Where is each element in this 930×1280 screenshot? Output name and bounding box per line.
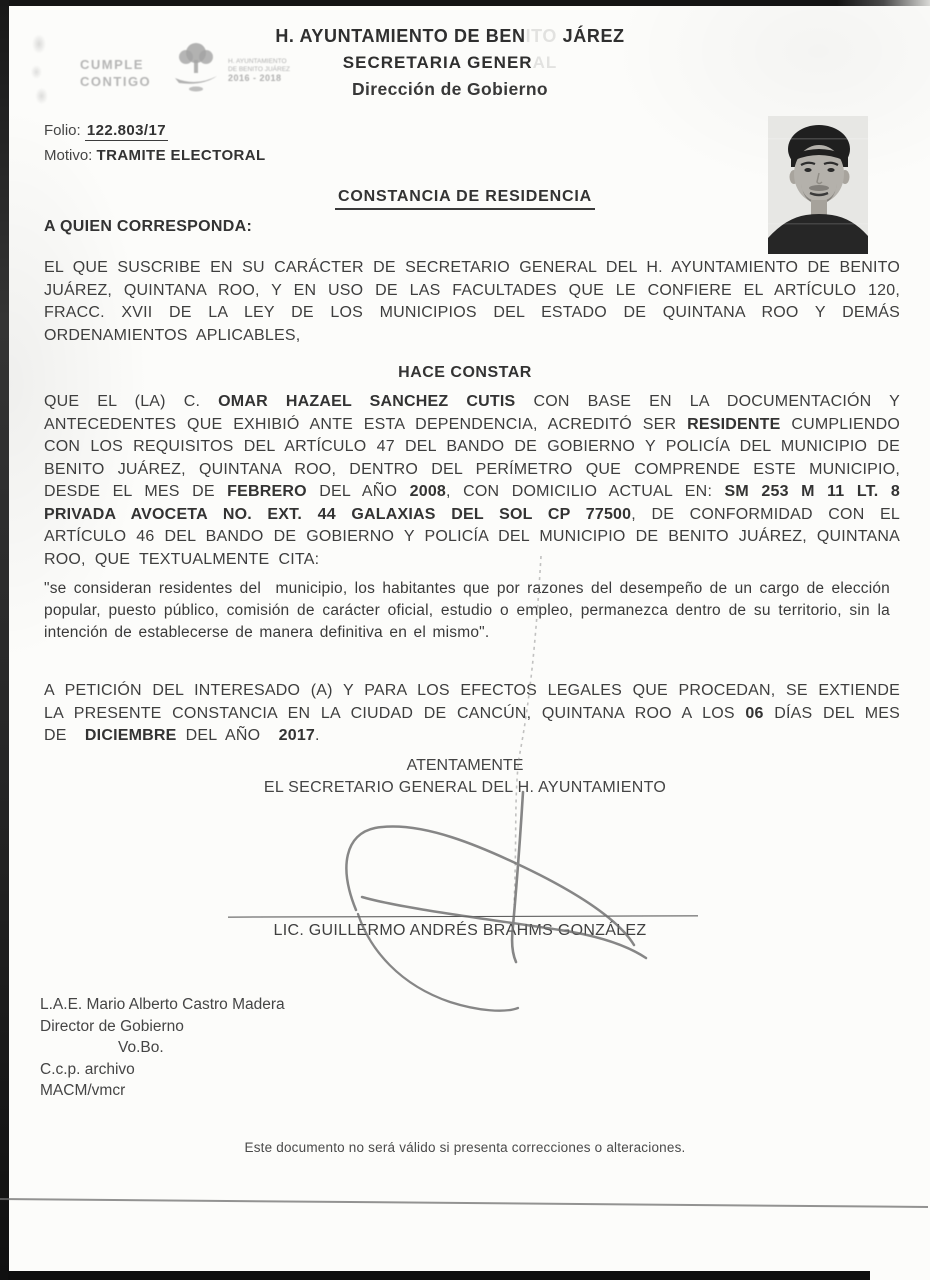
motivo-row	[44, 147, 266, 164]
cc-initials: MACM/vmcr	[40, 1082, 126, 1099]
signature-ink	[346, 792, 646, 1011]
residency-year: 2008	[409, 483, 447, 500]
footer-note: Este documento no será válido si presenta correcciones o alteraciones.	[244, 1140, 686, 1155]
folio-row	[44, 122, 168, 139]
signer-name: LIC. GUILLERMO ANDRÉS BRAHMS GONZÁLEZ	[273, 922, 647, 939]
p2-text: QUE EL (LA) C.	[44, 393, 219, 410]
salutation: A QUIEN CORRESPONDA:	[44, 218, 253, 235]
cc-archivo: C.c.p. archivo	[40, 1060, 135, 1078]
p2-text: , DE CONFORMIDAD CON EL ARTÍCULO 46 DEL BANDO DE GOBIERNO Y POLICÍA DEL MUNICIPIO DE BENITO JUÁREZ, QUINTANA ROO, QUE TEXTUALMENTE CITA:	[44, 505, 910, 568]
page-bottom-edge-line	[0, 1199, 928, 1207]
scan-edge-top	[0, 0, 930, 6]
p2-text: DEL AÑO	[306, 483, 410, 500]
quote-paragraph: "se consideran residentes del municipio, los habitantes que por razones del desempeño de un cargo de elección popular, puesto público, comisión de carácter oficial, estudio o empleo, permanezca dentro de su territorio, sin la intención de establecerse de manera definitiva en el mismo".	[44, 580, 897, 641]
letterhead-line2	[150, 50, 750, 76]
atentamente-line: ATENTAMENTE	[406, 757, 524, 774]
issue-month: DICIEMBRE	[84, 727, 177, 744]
paragraph-intro: EL QUE SUSCRIBE EN SU CARÁCTER DE SECRETARIO GENERAL DEL H. AYUNTAMIENTO DE BENITO JUÁREZ, QUINTANA ROO, Y EN USO DE LAS FACULTADES QUE LE CONFIERE EL ARTÍCULO 120, FRACC. XVII DE LA LEY DE LOS MUNICIPIOS DEL ESTADO DE QUINTANA ROO Y DEMÁS ORDENAMIENTOS APLICABLES,	[44, 259, 910, 344]
issue-year: 2017	[278, 727, 316, 744]
folio-label: Folio:	[44, 122, 81, 139]
stamp-seal-line1: H. AYUNTAMIENTO	[228, 58, 287, 65]
p2-text: CUMPLIENDO CON LOS REQUISITOS DEL ARTÍCULO 47 DEL BANDO DE GOBIERNO Y POLICÍA DEL MUNICIPIO DE BENITO JUÁREZ, QUINTANA ROO, DENTRO DEL PERÍMETRO QUE COMPRENDE ESTE MUNICIPIO, DESDE EL MES DE	[44, 415, 910, 500]
cc-vobo: Vo.Bo.	[118, 1039, 164, 1056]
motivo-label: Motivo:	[44, 147, 93, 164]
document-title: CONSTANCIA DE RESIDENCIA	[335, 188, 595, 210]
p3-text: .	[315, 727, 320, 744]
letterhead-line2-start: SECRETARIA GENER	[342, 53, 533, 72]
residency-month: FEBRERO	[227, 483, 307, 500]
document-title-row	[0, 188, 930, 210]
p3-text: DEL AÑO	[176, 727, 279, 744]
letterhead-line3: Dirección de Gobierno	[351, 79, 549, 99]
issue-day: 06	[745, 704, 764, 722]
stamp-slogan	[80, 56, 151, 90]
paragraph-closing	[44, 680, 910, 748]
scan-edge-bottom	[8, 1271, 870, 1280]
letterhead-line1-start: H. AYUNTAMIENTO DE BEN	[275, 26, 526, 46]
secretario-line: EL SECRETARIO GENERAL DEL H. AYUNTAMIENTO	[263, 779, 667, 796]
stamp-slogan-line2: CONTIGO	[80, 74, 152, 89]
letterhead	[150, 22, 750, 102]
residente-emphasis: RESIDENTE	[687, 415, 781, 433]
motivo-value: TRAMITE ELECTORAL	[96, 147, 266, 164]
stamp-seal-line3: 2016 - 2018	[228, 73, 282, 83]
p2-text: CON BASE EN LA DOCUMENTACIÓN Y ANTECEDENTES QUE EXHIBIÓ ANTE ESTA DEPENDENCIA, ACREDITÓ SER	[44, 393, 909, 433]
hace-constar-heading: HACE CONSTAR	[398, 364, 532, 381]
letterhead-line1-faded: ITO	[525, 26, 563, 46]
folio-value: 122.803/17	[86, 122, 166, 139]
letterhead-line1-end: JÁREZ	[562, 26, 625, 46]
signature-rule	[228, 915, 698, 917]
p2-text: , CON DOMICILIO ACTUAL EN:	[446, 483, 725, 500]
applicant-name: OMAR HAZAEL SANCHEZ CUTIS	[218, 393, 516, 410]
applicant-photo	[768, 116, 868, 254]
stamp-seal-line2: DE BENITO JUÁREZ	[228, 66, 291, 73]
p3-text: A PETICIÓN DEL INTERESADO (A) Y PARA LOS EFECTOS LEGALES QUE PROCEDAN, SE EXTIENDE LA PRESENTE CONSTANCIA EN LA CIUDAD DE CANCÚN, QUINTANA ROO A LOS	[44, 682, 910, 722]
letterhead-line2-faded: AL	[532, 53, 558, 72]
paragraph-body	[44, 391, 910, 571]
cc-name: L.A.E. Mario Alberto Castro Madera	[40, 996, 285, 1013]
applicant-address: SM 253 M 11 LT. 8 PRIVADA AVOCETA NO. EXT. 44 GALAXIAS DEL SOL CP 77500	[44, 483, 910, 523]
cc-role: Director de Gobierno	[40, 1017, 184, 1035]
stamp-slogan-line1: CUMPLE	[80, 57, 144, 72]
cc-block	[40, 994, 285, 1102]
letterhead-line1	[150, 22, 750, 50]
p3-text: DÍAS DEL MES DE	[44, 704, 910, 744]
